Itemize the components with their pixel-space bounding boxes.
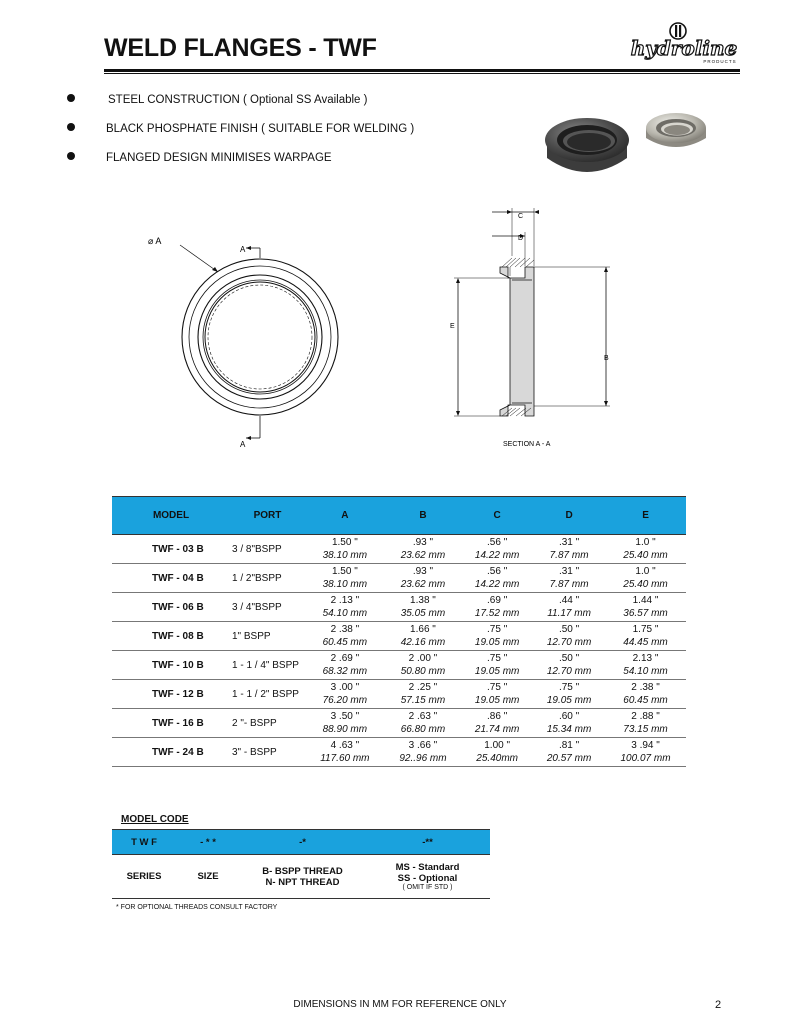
dim-mm-value: 12.70 mm <box>546 666 592 677</box>
mc-thread <box>240 855 365 899</box>
header-rule-thin <box>104 73 740 74</box>
dim-mm-value: 38.10 mm <box>322 579 368 590</box>
dim-mm-value: 57.15 mm <box>400 695 446 706</box>
mc-thread-code: -* <box>240 830 365 855</box>
spec-port-cell: 3 / 8"BSPP <box>230 535 305 564</box>
spec-dim-cell <box>461 564 533 593</box>
spec-dim-cell <box>305 535 385 564</box>
dim-inch-value: .75 " <box>487 682 508 693</box>
dim-c-label: C <box>518 213 524 220</box>
dim-inch-value: 1.66 " <box>410 624 436 635</box>
dim-inch-value: .56 " <box>487 537 508 548</box>
col-a: A <box>305 497 385 535</box>
spec-model-cell: TWF - 10 B <box>112 651 230 680</box>
spec-port-cell: 1 - 1 / 2" BSPP <box>230 680 305 709</box>
spec-row <box>112 651 686 680</box>
feature-item: STEEL CONSTRUCTION ( Optional SS Available ) <box>62 92 482 121</box>
technical-drawing <box>140 200 660 460</box>
dim-mm-value: 68.32 mm <box>322 666 368 677</box>
dim-mm-value: 17.52 mm <box>474 608 520 619</box>
dim-inch-value: 3 .00 " <box>330 682 360 693</box>
dim-inch-value: 1.44 " <box>632 595 659 606</box>
spec-dim-cell <box>461 738 533 767</box>
dim-mm-value: 25.40mm <box>476 753 518 764</box>
page-number: 2 <box>715 999 722 1011</box>
model-code-header-row <box>112 830 490 855</box>
dim-inch-value: 1.50 " <box>331 537 358 548</box>
col-model: MODEL <box>112 497 230 535</box>
dim-e-label: E <box>450 323 455 330</box>
spec-dim-cell <box>305 709 385 738</box>
logo-text: hydroline <box>630 36 738 60</box>
col-d: D <box>533 497 605 535</box>
footer-note: DIMENSIONS IN MM FOR REFERENCE ONLY <box>293 999 507 1010</box>
logo-subtext: PRODUCTS <box>703 59 737 64</box>
spec-dim-cell <box>461 709 533 738</box>
dim-inch-value: .75 " <box>558 682 580 693</box>
bullet-icon <box>67 152 75 160</box>
spec-row <box>112 709 686 738</box>
feature-item: BLACK PHOSPHATE FINISH ( SUITABLE FOR WELDING ) <box>62 121 482 150</box>
mc-material <box>365 855 490 899</box>
spec-dim-cell <box>605 593 686 622</box>
dim-inch-value: .44 " <box>558 595 580 606</box>
dim-mm-value: 25.40 mm <box>623 550 668 561</box>
spec-dim-cell <box>305 622 385 651</box>
spec-dim-cell <box>533 564 605 593</box>
dim-inch-value: .86 " <box>487 711 508 722</box>
spec-model-cell: TWF - 06 B <box>112 593 230 622</box>
dim-inch-value: 1.00 " <box>484 740 511 751</box>
spec-model-cell: TWF - 12 B <box>112 680 230 709</box>
dim-inch-value: .50 " <box>558 653 580 664</box>
black-flange-photo <box>537 110 637 186</box>
mc-series: SERIES <box>112 855 176 899</box>
dim-inch-value: 2 .63 " <box>408 711 438 722</box>
bullet-icon <box>67 94 75 102</box>
dim-mm-value: 23.62 mm <box>400 579 446 590</box>
spec-dim-cell <box>605 622 686 651</box>
spec-model-cell: TWF - 04 B <box>112 564 230 593</box>
dim-mm-value: 76.20 mm <box>322 695 368 706</box>
spec-dim-cell <box>385 651 461 680</box>
spec-dim-cell <box>461 680 533 709</box>
dim-mm-value: 7.87 mm <box>549 550 589 561</box>
spec-port-cell: 3 / 4"BSPP <box>230 593 305 622</box>
spec-port-cell: 1 / 2"BSPP <box>230 564 305 593</box>
dim-mm-value: 92..96 mm <box>399 753 447 764</box>
spec-model-cell: TWF - 24 B <box>112 738 230 767</box>
leader-arrow-icon <box>212 267 218 272</box>
dim-mm-value: 54.10 mm <box>623 666 668 677</box>
spec-dim-cell <box>605 651 686 680</box>
dim-mm-value: 14.22 mm <box>474 579 520 590</box>
mc-thread-npt: N- NPT THREAD <box>265 876 340 888</box>
mc-material-note: ( OMIT IF STD ) <box>402 884 453 891</box>
footnote: * FOR OPTIONAL THREADS CONSULT FACTORY <box>116 904 278 911</box>
dim-inch-value: 1.38 " <box>410 595 436 606</box>
spec-row <box>112 535 686 564</box>
dim-inch-value: .50 " <box>558 624 580 635</box>
dim-mm-value: 19.05 mm <box>474 695 520 706</box>
dim-inch-value: .31 " <box>558 566 580 577</box>
dim-inch-value: 2 .00 " <box>408 653 438 664</box>
dim-mm-value: 14.22 mm <box>474 550 520 561</box>
mc-thread-bspp: B- BSPP THREAD <box>262 865 343 877</box>
dim-inch-value: 1.0 " <box>635 537 656 548</box>
dim-mm-value: 21.74 mm <box>474 724 520 735</box>
spec-model-cell: TWF - 16 B <box>112 709 230 738</box>
spec-dim-cell <box>605 535 686 564</box>
col-e: E <box>605 497 686 535</box>
mc-size-code: - * * <box>176 830 240 855</box>
mc-series-code: T W F <box>112 830 176 855</box>
spec-row <box>112 622 686 651</box>
dim-mm-value: 54.10 mm <box>322 608 368 619</box>
dim-inch-value: 2 .38 " <box>330 624 360 635</box>
spec-port-cell: 1 - 1 / 4" BSPP <box>230 651 305 680</box>
spec-dim-cell <box>305 680 385 709</box>
dim-mm-value: 20.57 mm <box>546 753 592 764</box>
spec-dim-cell <box>305 738 385 767</box>
dim-mm-value: 42.16 mm <box>400 637 446 648</box>
dim-inch-value: 3 .50 " <box>330 711 360 722</box>
feature-list <box>62 92 482 179</box>
spec-dim-cell <box>461 651 533 680</box>
dim-mm-value: 35.05 mm <box>400 608 446 619</box>
dim-mm-value: 100.07 mm <box>620 753 671 764</box>
stainless-flange-photo <box>640 108 712 154</box>
section-caption: SECTION A - A <box>503 441 551 448</box>
dim-mm-value: 36.57 mm <box>623 608 668 619</box>
spec-row <box>112 593 686 622</box>
spec-dim-cell <box>605 680 686 709</box>
spec-dim-cell <box>305 593 385 622</box>
mc-size: SIZE <box>176 855 240 899</box>
feature-item: FLANGED DESIGN MINIMISES WARPAGE <box>62 150 482 179</box>
col-b: B <box>385 497 461 535</box>
dim-inch-value: 2.13 " <box>632 653 659 664</box>
dim-inch-value: 1.75 " <box>632 624 659 635</box>
dim-inch-value: 1.0 " <box>635 566 656 577</box>
spec-dim-cell <box>533 535 605 564</box>
dim-inch-value: .93 " <box>412 537 434 548</box>
dim-inch-value: 4 .63 " <box>330 740 360 751</box>
dim-b-label: B <box>604 355 609 362</box>
dim-mm-value: 19.05 mm <box>546 695 592 706</box>
spec-port-cell: 3" - BSPP <box>230 738 305 767</box>
dim-inch-value: 2 .38 " <box>631 682 660 693</box>
dim-mm-value: 25.40 mm <box>623 579 668 590</box>
dim-mm-value: 60.45 mm <box>623 695 668 706</box>
front-view <box>180 245 338 438</box>
dim-mm-value: 19.05 mm <box>474 637 520 648</box>
dim-inch-value: 1.50 " <box>331 566 358 577</box>
spec-dim-cell <box>385 622 461 651</box>
dim-mm-value: 38.10 mm <box>322 550 368 561</box>
spec-dim-cell <box>461 535 533 564</box>
section-view <box>454 208 610 416</box>
col-port: PORT <box>230 497 305 535</box>
spec-dim-cell <box>385 709 461 738</box>
dim-inch-value: .81 " <box>558 740 580 751</box>
spec-dim-cell <box>533 738 605 767</box>
section-a-bottom-label: A <box>240 440 246 449</box>
bullet-icon <box>67 123 75 131</box>
spec-dim-cell <box>305 651 385 680</box>
dia-a-label: ⌀ A <box>148 236 162 246</box>
dim-mm-value: 73.15 mm <box>623 724 668 735</box>
dim-inch-value: .31 " <box>558 537 580 548</box>
spec-dim-cell <box>461 593 533 622</box>
dim-mm-value: 50.80 mm <box>400 666 446 677</box>
spec-dim-cell <box>605 738 686 767</box>
dim-inch-value: .69 " <box>487 595 508 606</box>
spec-dim-cell <box>385 738 461 767</box>
dim-d-label: D <box>518 235 524 242</box>
spec-table <box>112 496 686 767</box>
hydroline-logo <box>630 22 740 66</box>
spec-port-cell: 2 "- BSPP <box>230 709 305 738</box>
dim-mm-value: 19.05 mm <box>474 666 520 677</box>
spec-dim-cell <box>605 709 686 738</box>
spec-dim-cell <box>385 680 461 709</box>
spec-dim-cell <box>385 593 461 622</box>
section-a-top-label: A <box>240 245 246 254</box>
spec-row <box>112 680 686 709</box>
dim-inch-value: 3 .94 " <box>631 740 660 751</box>
model-code-row <box>112 855 490 899</box>
spec-dim-cell <box>533 709 605 738</box>
spec-dim-cell <box>385 535 461 564</box>
page-title: WELD FLANGES - TWF <box>104 34 377 62</box>
dim-mm-value: 44.45 mm <box>623 637 668 648</box>
dim-mm-value: 60.45 mm <box>322 637 368 648</box>
model-code-table <box>112 829 490 899</box>
spec-dim-cell <box>533 593 605 622</box>
mc-material-ms: MS - Standard <box>395 862 460 873</box>
dim-mm-value: 23.62 mm <box>400 550 446 561</box>
dim-mm-value: 7.87 mm <box>549 579 589 590</box>
dim-mm-value: 11.17 mm <box>547 608 591 619</box>
dim-inch-value: .93 " <box>412 566 434 577</box>
spec-dim-cell <box>533 680 605 709</box>
spec-model-cell: TWF - 08 B <box>112 622 230 651</box>
spec-model-cell: TWF - 03 B <box>112 535 230 564</box>
header-rule <box>104 69 740 72</box>
spec-port-cell: 1" BSPP <box>230 622 305 651</box>
dim-mm-value: 117.60 mm <box>320 753 370 764</box>
spec-dim-cell <box>385 564 461 593</box>
spec-dim-cell <box>533 622 605 651</box>
dim-mm-value: 12.70 mm <box>546 637 592 648</box>
spec-dim-cell <box>305 564 385 593</box>
spec-row <box>112 738 686 767</box>
dim-inch-value: .56 " <box>487 566 508 577</box>
spec-header-row <box>112 497 686 535</box>
section-arrow-icon <box>246 246 251 250</box>
dim-inch-value: 2 .13 " <box>330 595 360 606</box>
mc-material-code: -** <box>365 830 490 855</box>
model-code-title: MODEL CODE <box>121 814 189 825</box>
col-c: C <box>461 497 533 535</box>
dim-mm-value: 66.80 mm <box>400 724 446 735</box>
section-arrow-icon <box>246 436 251 440</box>
spec-row <box>112 564 686 593</box>
dim-inch-value: 2 .25 " <box>408 682 438 693</box>
dim-inch-value: .75 " <box>487 624 508 635</box>
dim-inch-value: 2 .69 " <box>330 653 360 664</box>
spec-dim-cell <box>605 564 686 593</box>
dim-mm-value: 88.90 mm <box>322 724 368 735</box>
dim-inch-value: 2 .88 " <box>631 711 660 722</box>
spec-dim-cell <box>533 651 605 680</box>
dim-inch-value: 3 .66 " <box>408 740 438 751</box>
dim-inch-value: .60 " <box>558 711 580 722</box>
mc-material-ss: SS - Optional <box>397 873 458 884</box>
dim-mm-value: 15.34 mm <box>546 724 592 735</box>
spec-dim-cell <box>461 622 533 651</box>
dim-inch-value: .75 " <box>487 653 508 664</box>
